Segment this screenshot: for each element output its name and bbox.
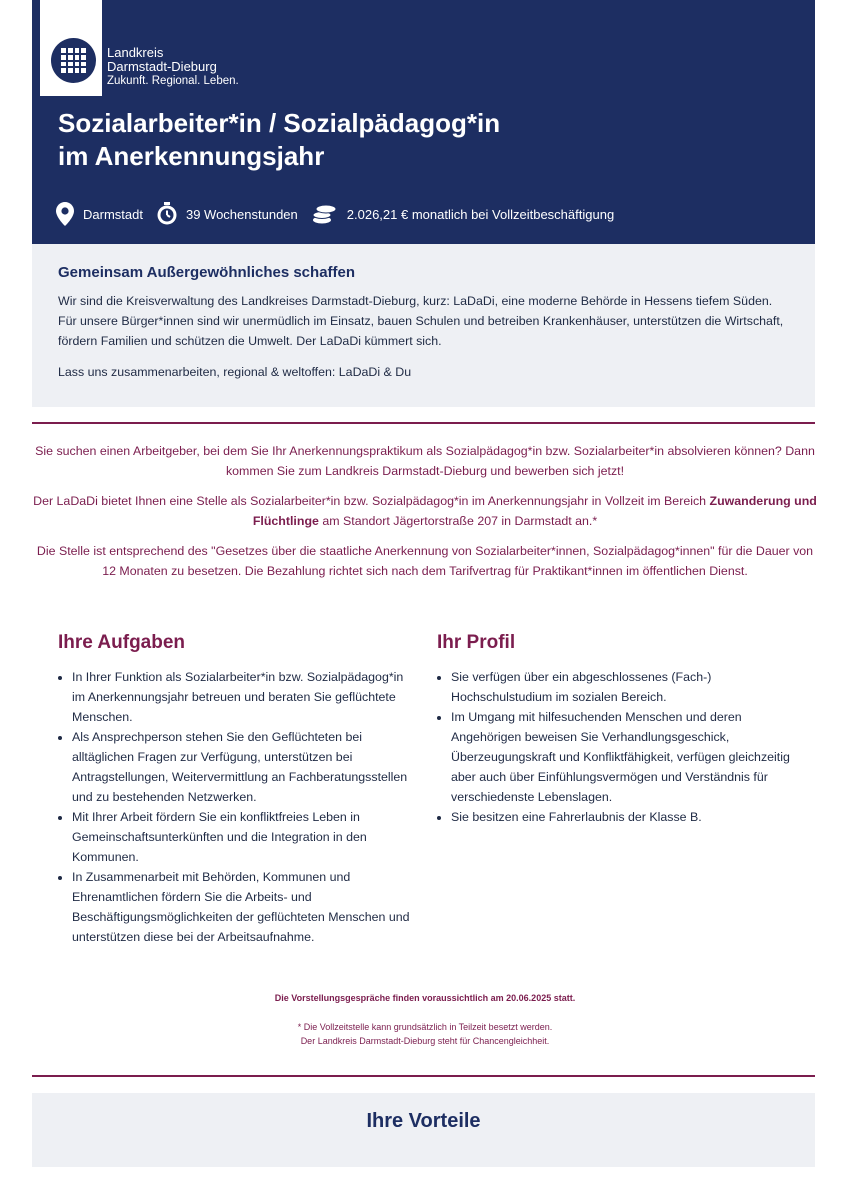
interview-note: Die Vorstellungsgespräche finden voraussichtlich am 20.06.2025 statt. xyxy=(274,993,576,1003)
profile-heading: Ihr Profil xyxy=(437,632,516,653)
meta-hours xyxy=(157,202,298,226)
equality-note: Der Landkreis Darmstadt-Dieburg steht für Chancengleichheit. xyxy=(300,1036,550,1046)
logo-mark-icon xyxy=(51,38,96,83)
offer-paragraph-3: Die Stelle ist entsprechend des "Gesetzes über die staatliche Anerkennung von Sozialarbeiter*innen, Sozialpädagog*innen" für die Dauer von 12 Monaten zu besetzen. Die Bezahlung richtet sich nach dem Tarifvertrag für Praktikant*innen im öffentlichen Dienst. xyxy=(36,544,814,578)
profile-list xyxy=(437,667,796,827)
offer-p2-before: Der LaDaDi bietet Ihnen eine Stelle als Sozialarbeiter*in bzw. Sozialpädagog*in im Anerkennungsjahr in Vollzeit im Bereich xyxy=(33,494,710,508)
parttime-note: * Die Vollzeitstelle kann grundsätzlich in Teilzeit besetzt werden. xyxy=(297,1022,553,1032)
tasks-list xyxy=(58,667,412,947)
list-item: • Sie verfügen über ein abgeschlossenes (Fach-) Hochschulstudium im sozialen Bereich. xyxy=(451,667,796,707)
coins-icon xyxy=(312,203,338,225)
list-item: • In Zusammenarbeit mit Behörden, Kommunen und Ehrenamtlichen fördern Sie die Arbeits- und Beschäftigungsmöglichkeiten der geflüchteten Menschen und unterstützen diese bei der Arbeitsaufnahme. xyxy=(72,867,412,947)
divider-bottom xyxy=(32,1075,815,1077)
list-item: • Als Ansprechperson stehen Sie den Geflüchteten bei alltäglichen Fragen zur Verfügung, unterstützen bei Antragstellungen, Weitervermittlung an Fachberatungsstellen und zu bestehenden Netzwerken. xyxy=(72,727,412,807)
logo-line-1: Landkreis xyxy=(107,45,164,60)
meta-location xyxy=(56,202,143,226)
offer-p2-department: Zuwanderung und Flüchtlinge xyxy=(252,494,817,528)
job-title-line-2: im Anerkennungsjahr xyxy=(58,141,325,171)
job-meta xyxy=(56,202,628,226)
list-item: • Im Umgang mit hilfesuchenden Menschen und deren Angehörigen beweisen Sie Verhandlungsgeschick, Überzeugungskraft und Konfliktfähigkeit, verfügen gleichzeitig aber auch über Einfühlungsvermögen und Verständnis für verschiedenste Lebenslagen. xyxy=(451,707,796,807)
offer-p2-after: am Standort Jägertorstraße 207 in Darmstadt an.* xyxy=(318,514,598,528)
stopwatch-icon xyxy=(157,202,177,226)
intro-paragraph: Wir sind die Kreisverwaltung des Landkreises Darmstadt-Dieburg, kurz: LaDaDi, eine moderne Behörde in Hessens tiefem Süden. Für unsere Bürger*innen sind wir unermüdlich im Einsatz, bauen Schulen und betreiben Krankenhäuser, unterstützen die Wirtschaft, fördern Familien und schützen die Umwelt. Der LaDaDi kümmert sich. xyxy=(58,294,784,348)
job-title xyxy=(58,107,500,173)
offer-paragraph-2 xyxy=(30,491,820,531)
logo-text xyxy=(107,46,239,88)
offer-paragraph-1: Sie suchen einen Arbeitgeber, bei dem Sie Ihr Anerkennungspraktikum als Sozialpädagog*in bzw. Sozialarbeiter*in absolvieren können? Dann kommen Sie zum Landkreis Darmstadt-Dieburg und bewerben sich jetzt! xyxy=(35,444,815,478)
divider-top xyxy=(32,422,815,424)
intro-panel xyxy=(32,244,815,407)
hours-text: 39 Wochenstunden xyxy=(185,206,298,222)
logo-box xyxy=(40,0,102,96)
list-item: • Mit Ihrer Arbeit fördern Sie ein konfliktfreies Leben in Gemeinschaftsunterkünften und die Integration in den Kommunen. xyxy=(72,807,412,867)
logo-line-2: Darmstadt-Dieburg xyxy=(107,59,217,74)
tasks-heading: Ihre Aufgaben xyxy=(58,632,186,653)
list-item: • In Ihrer Funktion als Sozialarbeiter*in bzw. Sozialpädagog*in im Anerkennungsjahr betreuen und beraten Sie geflüchtete Menschen. xyxy=(72,667,412,727)
logo-tagline: Zukunft. Regional. Leben. xyxy=(107,75,239,87)
benefits-panel xyxy=(32,1093,815,1167)
meta-salary xyxy=(312,203,614,225)
header-banner xyxy=(32,0,815,244)
intro-heading: Gemeinsam Außergewöhnliches schaffen xyxy=(58,264,356,281)
list-item: • Sie besitzen eine Fahrerlaubnis der Klasse B. xyxy=(451,807,796,827)
benefits-heading: Ihre Vorteile xyxy=(366,1110,481,1132)
location-pin-icon xyxy=(56,202,74,226)
location-text: Darmstadt xyxy=(83,206,143,222)
salary-text: 2.026,21 € monatlich bei Vollzeitbeschäftigung xyxy=(346,206,615,222)
intro-closing: Lass uns zusammenarbeiten, regional & weltoffen: LaDaDi & Du xyxy=(58,365,412,379)
job-title-line-1: Sozialarbeiter*in / Sozialpädagog*in xyxy=(58,108,501,138)
